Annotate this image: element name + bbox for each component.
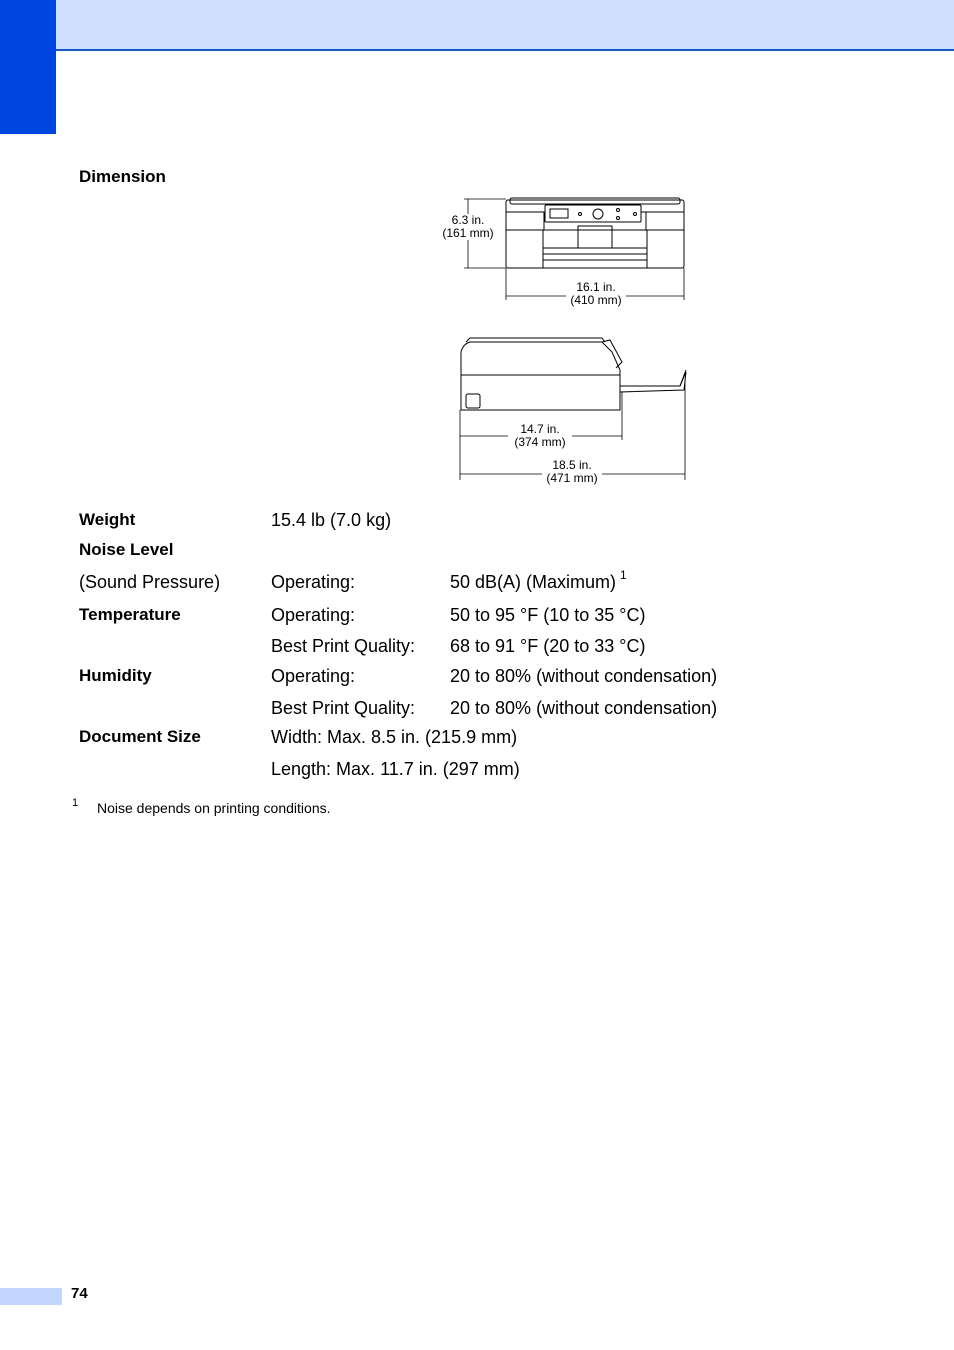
document-size-length: Length: Max. 11.7 in. (297 mm) bbox=[271, 759, 520, 779]
front-height-mm: (161 mm) bbox=[442, 226, 494, 240]
document-size-label: Document Size bbox=[79, 727, 201, 746]
temperature-label: Temperature bbox=[79, 605, 181, 624]
side-depth-extended-in: 18.5 in. bbox=[552, 458, 592, 472]
temperature-value-1: 50 to 95 °F (10 to 35 °C) bbox=[450, 605, 646, 625]
humidity-mode-2: Best Print Quality: bbox=[271, 698, 416, 718]
header-band bbox=[0, 0, 954, 51]
temperature-mode-2: Best Print Quality: bbox=[271, 636, 416, 656]
chapter-tab bbox=[0, 0, 56, 134]
weight-label: Weight bbox=[79, 510, 136, 529]
humidity-value-2: 20 to 80% (without condensation) bbox=[450, 698, 718, 718]
side-depth-extended-mm: (471 mm) bbox=[546, 471, 598, 485]
page-number: 74 bbox=[71, 1285, 88, 1302]
temperature-mode-1: Operating: bbox=[271, 605, 356, 625]
dimension-diagram bbox=[430, 190, 700, 490]
noise-label: Noise Level bbox=[79, 540, 174, 559]
printer-front-view bbox=[506, 198, 684, 268]
footnote-mark: 1 bbox=[72, 797, 79, 809]
printer-side-view bbox=[461, 338, 686, 410]
humidity-label: Humidity bbox=[79, 666, 152, 685]
front-width-in: 16.1 in. bbox=[576, 280, 616, 294]
humidity-value-1: 20 to 80% (without condensation) bbox=[450, 666, 718, 686]
humidity-mode-1: Operating: bbox=[271, 666, 356, 686]
noise-value-line bbox=[450, 568, 627, 593]
front-height-in: 6.3 in. bbox=[451, 213, 485, 227]
section-title: Dimension bbox=[79, 167, 166, 186]
page-number-band bbox=[0, 1288, 62, 1305]
printer-dimension-drawing bbox=[430, 190, 700, 490]
noise-value: 50 dB(A) (Maximum) bbox=[450, 572, 617, 592]
side-depth-mm: (374 mm) bbox=[514, 435, 566, 449]
noise-mode: Operating: bbox=[271, 572, 356, 592]
front-width-mm: (410 mm) bbox=[570, 293, 622, 307]
side-depth-in: 14.7 in. bbox=[520, 422, 560, 436]
noise-footnote-ref: 1 bbox=[620, 568, 627, 582]
temperature-value-2: 68 to 91 °F (20 to 33 °C) bbox=[450, 636, 646, 656]
document-size-width: Width: Max. 8.5 in. (215.9 mm) bbox=[271, 727, 518, 747]
weight-value: 15.4 lb (7.0 kg) bbox=[271, 510, 392, 530]
footnote-text: Noise depends on printing conditions. bbox=[97, 800, 331, 816]
noise-sublabel: (Sound Pressure) bbox=[79, 572, 221, 592]
